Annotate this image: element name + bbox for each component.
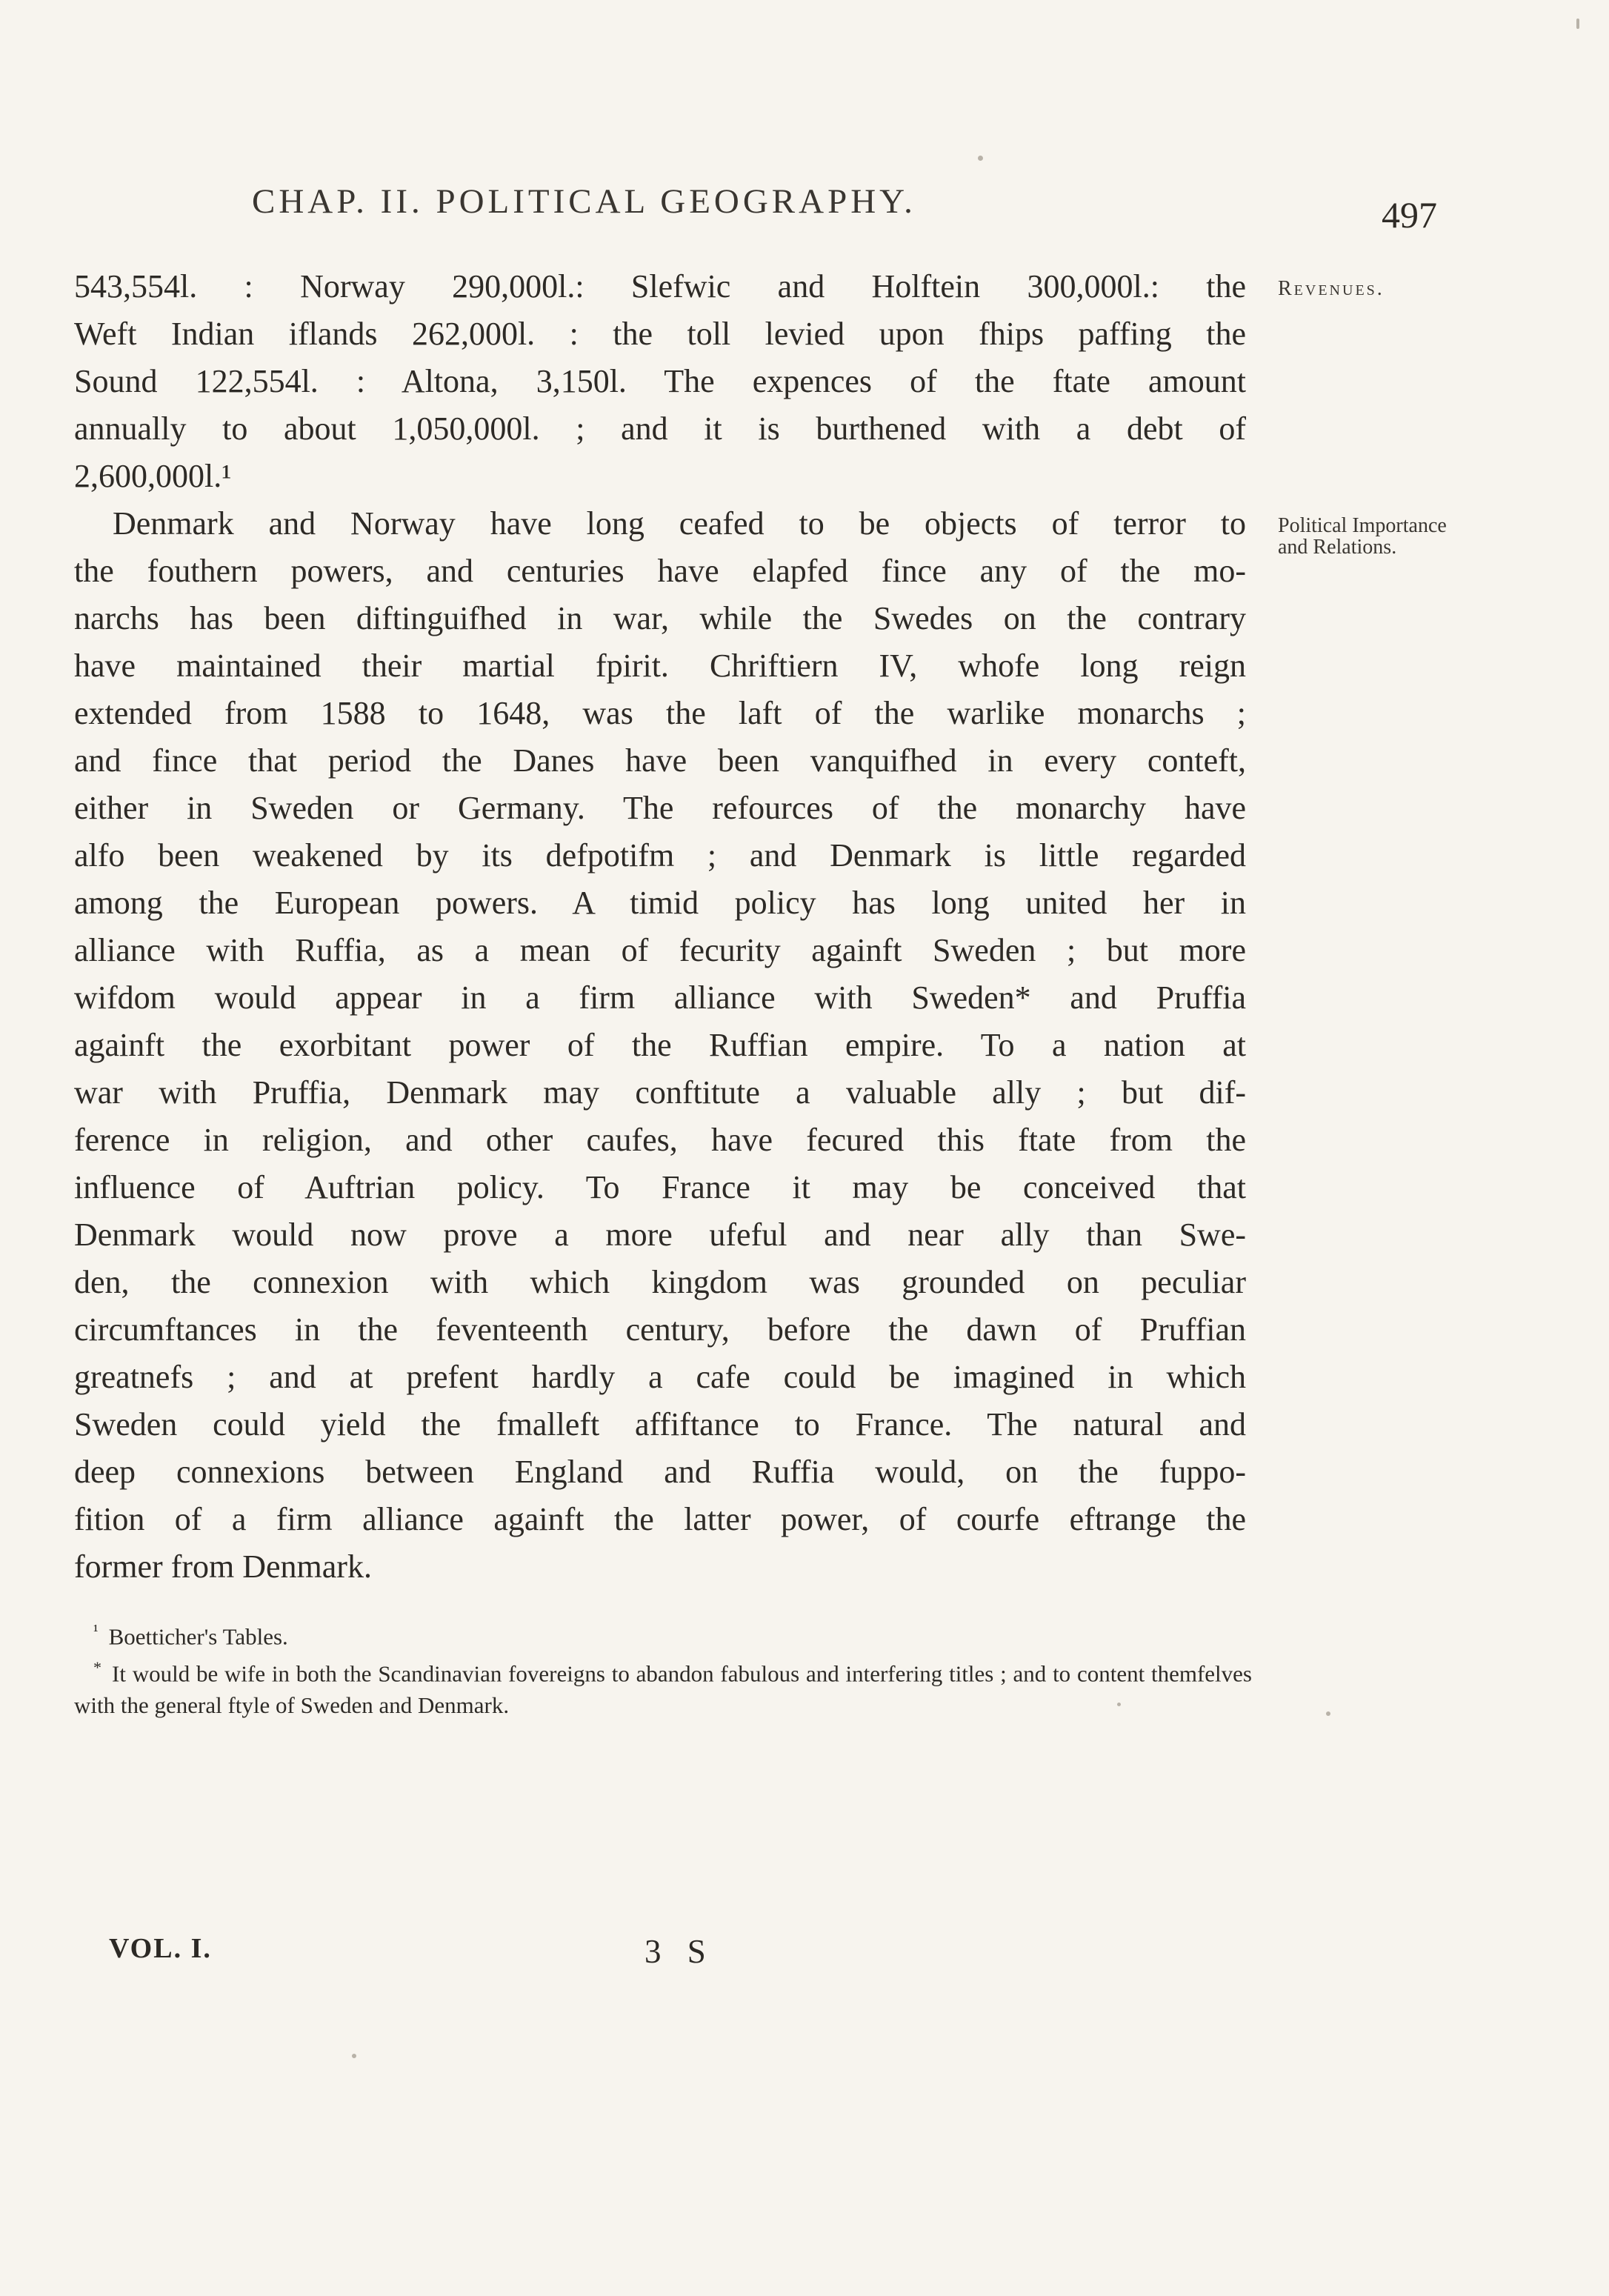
page-header xyxy=(252,182,1437,236)
margin-note-political: Political Importance and Relations. xyxy=(1278,514,1447,559)
text-line: Sweden could yield the fmalleft affiftance to France. The natural and xyxy=(74,1406,1246,1443)
text-line: 2,600,000l.¹ xyxy=(74,458,232,494)
text-line: Weft Indian iflands 262,000l. : the toll levied upon fhips paffing the xyxy=(74,316,1246,352)
text-line: former from Denmark. xyxy=(74,1548,372,1585)
text-line: againft the exorbitant power of the Ruffian empire. To a nation at xyxy=(74,1027,1246,1063)
text-line: greatnefs ; and at prefent hardly a cafe could be imagined in which xyxy=(74,1359,1246,1395)
text-line: the fouthern powers, and centuries have elapfed fince any of the mo- xyxy=(74,553,1246,589)
text-line: have maintained their martial fpirit. Chriftiern IV, whofe long reign xyxy=(74,648,1246,684)
text-line: narchs has been diftinguifhed in war, while the Swedes on the contrary xyxy=(74,600,1246,636)
text-line: influence of Auftrian policy. To France it may be conceived that xyxy=(74,1169,1246,1205)
text-line: among the European powers. A timid policy has long united her in xyxy=(74,885,1246,921)
text-line: Denmark would now prove a more ufeful and near ally than Swe- xyxy=(74,1217,1246,1253)
paper-speck xyxy=(1117,1703,1121,1706)
text-line: alfo been weakened by its defpotifm ; and Denmark is little regarded xyxy=(74,837,1246,874)
page-number: 497 xyxy=(1382,194,1437,236)
volume-label: VOL. I. xyxy=(109,1933,212,1964)
paper-speck xyxy=(1326,1711,1330,1716)
printer-signature xyxy=(109,1932,776,1977)
footnote-text: Boetticher's Tables. xyxy=(108,1623,288,1650)
text-line: ference in religion, and other caufes, have fecured this ftate from the xyxy=(74,1122,1246,1158)
signature-mark: 3 S xyxy=(644,1933,715,1970)
text-line: Sound 122,554l. : Altona, 3,150l. The expences of the ftate amount xyxy=(74,363,1246,399)
text-line: fition of a firm alliance againft the latter power, of courfe eftrange the xyxy=(74,1501,1246,1537)
footnote-1 xyxy=(74,1615,1252,1652)
footnote-2 xyxy=(74,1652,1252,1720)
text-line: 543,554l. : Norway 290,000l.: Slefwic and Holftein 300,000l.: the xyxy=(74,268,1246,305)
footnote-marker: ¹ xyxy=(93,1621,99,1640)
footnotes xyxy=(74,1615,1252,1721)
text-line: either in Sweden or Germany. The refources of the monarchy have xyxy=(74,790,1246,826)
text-line: war with Pruffia, Denmark may conftitute a valuable ally ; but dif- xyxy=(74,1074,1246,1111)
text-line: den, the connexion with which kingdom was grounded on peculiar xyxy=(74,1264,1246,1300)
running-head: CHAP. II. POLITICAL GEOGRAPHY. xyxy=(252,182,916,221)
text-line: circumftances in the feventeenth century, before the dawn of Pruffian xyxy=(74,1311,1246,1348)
margin-note-revenues: Revenues. xyxy=(1278,277,1385,300)
paper-speck xyxy=(1576,19,1579,29)
paper-speck xyxy=(352,2054,356,2058)
paper-speck xyxy=(978,156,983,161)
footnote-marker: * xyxy=(93,1658,101,1677)
text-line: annually to about 1,050,000l. ; and it is burthened with a debt of xyxy=(74,410,1246,447)
text-line: extended from 1588 to 1648, was the laft of the warlike monarchs ; xyxy=(74,695,1246,731)
text-line: Denmark and Norway have long ceafed to be objects of terror to xyxy=(113,505,1246,542)
text-line: and fince that period the Danes have been vanquifhed in every conteft, xyxy=(74,742,1246,779)
footnote-text: It would be wife in both the Scandinavian fovereigns to abandon fabulous and interfering titles ; and to content themfelves with the general ftyle of Sweden and Denmark. xyxy=(74,1660,1252,1718)
text-line: alliance with Ruffia, as a mean of fecurity againft Sweden ; but more xyxy=(74,932,1246,968)
body-text xyxy=(74,263,1246,1591)
text-line: wifdom would appear in a firm alliance with Sweden* and Pruffia xyxy=(74,979,1246,1016)
text-line: deep connexions between England and Ruffia would, on the fuppo- xyxy=(74,1454,1246,1490)
